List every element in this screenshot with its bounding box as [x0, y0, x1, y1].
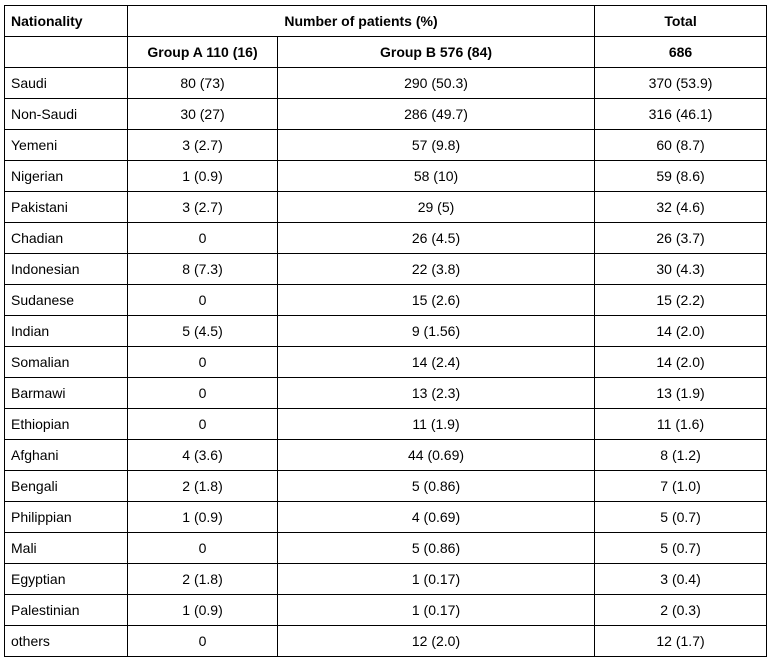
cell-group-a: 1 (0.9) [128, 595, 278, 626]
cell-total: 7 (1.0) [595, 471, 767, 502]
cell-group-b: 44 (0.69) [278, 440, 595, 471]
cell-total: 2 (0.3) [595, 595, 767, 626]
cell-total: 13 (1.9) [595, 378, 767, 409]
cell-group-b: 58 (10) [278, 161, 595, 192]
cell-group-a: 0 [128, 285, 278, 316]
cell-total: 370 (53.9) [595, 68, 767, 99]
table-body [5, 68, 767, 657]
cell-total: 11 (1.6) [595, 409, 767, 440]
table-row [5, 192, 767, 223]
cell-total: 8 (1.2) [595, 440, 767, 471]
cell-group-b: 57 (9.8) [278, 130, 595, 161]
cell-group-a: 0 [128, 409, 278, 440]
cell-nationality: Barmawi [5, 378, 128, 409]
cell-total: 32 (4.6) [595, 192, 767, 223]
cell-nationality: Egyptian [5, 564, 128, 595]
cell-group-a: 3 (2.7) [128, 130, 278, 161]
cell-total: 5 (0.7) [595, 533, 767, 564]
cell-group-b: 5 (0.86) [278, 471, 595, 502]
cell-total: 3 (0.4) [595, 564, 767, 595]
cell-group-b: 4 (0.69) [278, 502, 595, 533]
header-total: Total [595, 6, 767, 37]
header-row-1 [5, 6, 767, 37]
table-row [5, 316, 767, 347]
cell-group-a: 1 (0.9) [128, 161, 278, 192]
cell-group-b: 11 (1.9) [278, 409, 595, 440]
cell-nationality: Yemeni [5, 130, 128, 161]
cell-group-a: 30 (27) [128, 99, 278, 130]
cell-total: 60 (8.7) [595, 130, 767, 161]
header-nationality: Nationality [5, 6, 128, 37]
cell-group-b: 286 (49.7) [278, 99, 595, 130]
cell-nationality: Indonesian [5, 254, 128, 285]
cell-group-a: 3 (2.7) [128, 192, 278, 223]
table-row [5, 378, 767, 409]
cell-nationality: Philippian [5, 502, 128, 533]
table-row [5, 68, 767, 99]
cell-group-a: 0 [128, 378, 278, 409]
table-row [5, 223, 767, 254]
header-empty-cell [5, 37, 128, 68]
cell-nationality: Somalian [5, 347, 128, 378]
cell-group-a: 80 (73) [128, 68, 278, 99]
cell-group-b: 26 (4.5) [278, 223, 595, 254]
cell-total: 15 (2.2) [595, 285, 767, 316]
cell-group-b: 9 (1.56) [278, 316, 595, 347]
cell-group-b: 29 (5) [278, 192, 595, 223]
cell-nationality: Palestinian [5, 595, 128, 626]
cell-group-b: 290 (50.3) [278, 68, 595, 99]
header-number-of-patients: Number of patients (%) [128, 6, 595, 37]
header-group-a: Group A 110 (16) [128, 37, 278, 68]
cell-total: 316 (46.1) [595, 99, 767, 130]
cell-nationality: Indian [5, 316, 128, 347]
cell-group-b: 1 (0.17) [278, 595, 595, 626]
cell-group-a: 0 [128, 626, 278, 657]
table-row [5, 161, 767, 192]
cell-total: 26 (3.7) [595, 223, 767, 254]
cell-group-a: 8 (7.3) [128, 254, 278, 285]
table-row [5, 564, 767, 595]
table-row [5, 440, 767, 471]
table-row [5, 130, 767, 161]
table-row [5, 502, 767, 533]
cell-group-a: 0 [128, 533, 278, 564]
cell-group-b: 1 (0.17) [278, 564, 595, 595]
cell-total: 59 (8.6) [595, 161, 767, 192]
table-row [5, 409, 767, 440]
cell-group-a: 0 [128, 223, 278, 254]
cell-nationality: Non-Saudi [5, 99, 128, 130]
cell-nationality: Ethiopian [5, 409, 128, 440]
table-row [5, 347, 767, 378]
cell-nationality: Nigerian [5, 161, 128, 192]
cell-total: 12 (1.7) [595, 626, 767, 657]
cell-group-b: 14 (2.4) [278, 347, 595, 378]
cell-nationality: Mali [5, 533, 128, 564]
cell-nationality: Pakistani [5, 192, 128, 223]
table-row [5, 285, 767, 316]
cell-group-b: 15 (2.6) [278, 285, 595, 316]
cell-nationality: others [5, 626, 128, 657]
table-row [5, 626, 767, 657]
cell-total: 14 (2.0) [595, 316, 767, 347]
cell-group-a: 2 (1.8) [128, 564, 278, 595]
cell-total: 5 (0.7) [595, 502, 767, 533]
cell-group-a: 2 (1.8) [128, 471, 278, 502]
table-row [5, 254, 767, 285]
nationality-table [4, 5, 767, 657]
cell-total: 30 (4.3) [595, 254, 767, 285]
cell-nationality: Chadian [5, 223, 128, 254]
cell-group-b: 22 (3.8) [278, 254, 595, 285]
header-total-value: 686 [595, 37, 767, 68]
table-row [5, 533, 767, 564]
cell-nationality: Bengali [5, 471, 128, 502]
table-row [5, 99, 767, 130]
cell-group-a: 4 (3.6) [128, 440, 278, 471]
cell-group-b: 5 (0.86) [278, 533, 595, 564]
cell-group-a: 1 (0.9) [128, 502, 278, 533]
cell-nationality: Sudanese [5, 285, 128, 316]
cell-nationality: Afghani [5, 440, 128, 471]
cell-group-b: 13 (2.3) [278, 378, 595, 409]
header-group-b: Group B 576 (84) [278, 37, 595, 68]
table-row [5, 471, 767, 502]
cell-total: 14 (2.0) [595, 347, 767, 378]
cell-group-a: 0 [128, 347, 278, 378]
cell-group-a: 5 (4.5) [128, 316, 278, 347]
table-row [5, 595, 767, 626]
header-row-2 [5, 37, 767, 68]
cell-nationality: Saudi [5, 68, 128, 99]
table-header [5, 6, 767, 68]
cell-group-b: 12 (2.0) [278, 626, 595, 657]
